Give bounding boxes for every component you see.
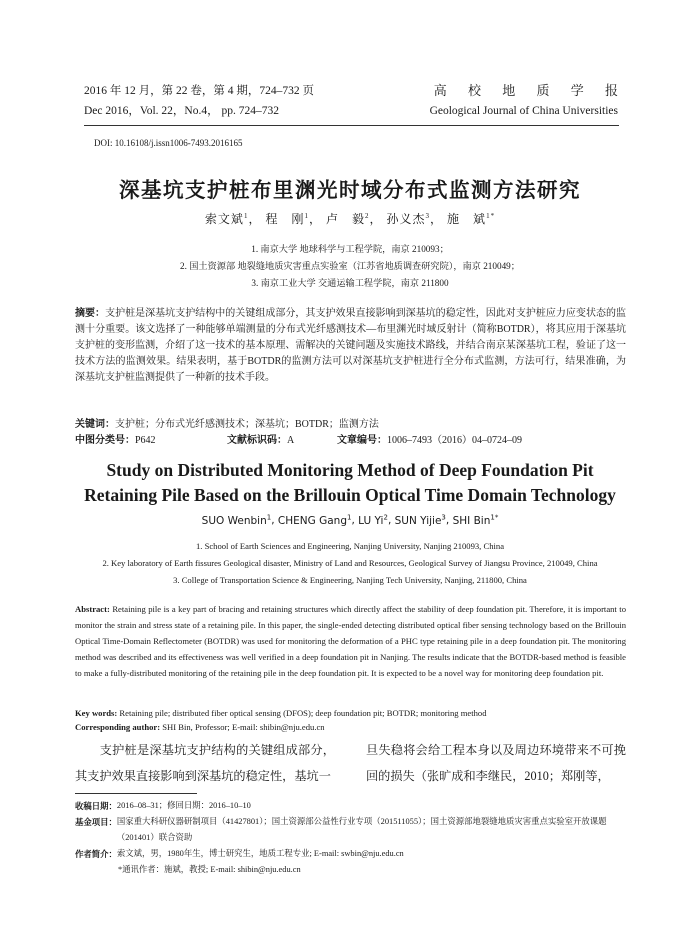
abstract-cn xyxy=(75,306,626,386)
body-column-right: 旦失稳将会给工程本身以及周边环境带来不可挽回的损失（张旷成和李继民，2010；郑刚等， xyxy=(366,743,626,783)
author-list-cn: 索文斌$^1$， 程 刚$^1$， 卢 毅$^2$， 孙义杰$^3$， 施 斌$^{1*}$ xyxy=(204,212,496,226)
abstract-en-label: Abstract: xyxy=(75,604,110,614)
affiliation-en: 1. School of Earth Sciences and Engineering, Nanjing University, Nanjing 210093, China xyxy=(195,541,505,551)
clc-number: 中图分类号：P642 xyxy=(75,435,156,446)
abstract-en-text: Retaining pile is a key part of bracing and retaining structures which directly affect the stability of deep foundation pit. Therefore, it is important to monitor the strain and stress state of a retaining pile. In this paper, the single-ended detecting distributed optical fiber sensing technology based on the Brillouin Optical Time-Domain Reflectometer (BOTDR) was used for monitoring the deformation of a PHC type retaining pile in a deep foundation pit. The monitoring method was described and its effectiveness was well verified in a deep foundation pit in Nanjing. The results indicate that the BOTDR-based method is feasible to make a fully-distributed monitoring of the retaining pile in the deep foundation pit. It is expected to be a novel way for monitoring deep foundation pit. xyxy=(75,604,626,678)
footnote-rule xyxy=(75,793,197,794)
affiliations-cn xyxy=(0,241,700,292)
classification-line xyxy=(75,433,626,449)
journal-name-cn: 高 校 地 质 学 报 xyxy=(433,83,627,98)
citation-en: Dec 2016，Vol. 22，No.4， pp. 724–732 xyxy=(84,105,279,117)
affiliation-cn: 3. 南京工业大学 交通运输工程学院，南京 211800 xyxy=(251,278,449,288)
affiliation-cn: 1. 南京大学 地球科学与工程学院，南京 210093； xyxy=(251,244,449,254)
citation-cn: 2016 年 12 月，第 22 卷，第 4 期，724–732 页 xyxy=(84,85,314,97)
keywords-en-text: Retaining pile; distributed fiber optical sensing (DFOS); deep foundation pit; BOTDR; monitoring method xyxy=(119,708,487,718)
affiliation-cn: 2. 国土资源部 地裂缝地质灾害重点实验室（江苏省地质调查研究院），南京 210049； xyxy=(180,261,520,271)
funding-info: 基金项目： 国家重大科研仪器研制项目（41427801）；国土资源部公益性行业专项（201511055）；国土资源部地裂缝地质灾害重点实验室开放课题（201401）联合资助 xyxy=(75,817,607,842)
article-number: 文章编号：1006–7493（2016）04–0724–09 xyxy=(337,435,522,446)
author-cn: 卢 毅$^2$ xyxy=(325,212,370,226)
corresponding-label: Corresponding author: xyxy=(75,722,161,732)
paper-title-cn: 深基坑支护桩布里渊光时域分布式监测方法研究 xyxy=(119,178,581,202)
keywords-cn-text: 支护桩；分布式光纤感测技术；深基坑；BOTDR；监测方法 xyxy=(115,419,379,430)
author-en: LU Yi$^2$ xyxy=(358,513,388,527)
paper-title-en-line1: Study on Distributed Monitoring Method of Deep Foundation Pit xyxy=(106,460,594,480)
paper-title-en-line2: Retaining Pile Based on the Brillouin Optical Time Domain Technology xyxy=(84,485,616,505)
paper-title-en xyxy=(0,458,700,508)
doi: DOI: 10.16108/j.issn1006-7493.2016165 xyxy=(94,138,243,148)
author-cn: 索文斌$^1$ xyxy=(204,212,249,226)
body-column-left: 支护桩是深基坑支护结构的关键组成部分，其支护效果直接影响到深基坑的稳定性，基坑一 xyxy=(75,743,335,783)
author-en: SHI Bin$^{1*}$ xyxy=(452,513,499,527)
doc-code: 文献标识码：A xyxy=(227,435,295,446)
author-en: CHENG Gang$^1$ xyxy=(277,513,352,527)
corresponding-author xyxy=(75,719,626,735)
affiliation-en: 2. Key laboratory of Earth fissures Geological disaster, Ministry of Land and Resources, Geological Survey of Jiangsu Province, 210049, China xyxy=(102,558,598,568)
author-en: SUN Yijie$^3$ xyxy=(394,513,446,527)
corresponding-footnote: *通讯作者：施斌，教授; E-mail: shibin@nju.edu.cn xyxy=(118,865,301,874)
author-list-en: SUO Wenbin$^1$, CHENG Gang$^1$, LU Yi$^2$, SUN Yijie$^3$, SHI Bin$^{1*}$ xyxy=(201,513,499,527)
author-cn: 孙义杰$^3$ xyxy=(386,212,431,226)
journal-citation xyxy=(84,81,314,121)
header-rule xyxy=(84,125,619,126)
footnotes xyxy=(75,798,626,878)
journal-name-en: Geological Journal of China Universities xyxy=(429,105,618,117)
author-en: SUO Wenbin$^1$ xyxy=(201,513,272,527)
keywords-en-label: Key words: xyxy=(75,708,118,718)
keywords-cn xyxy=(75,417,626,433)
keywords-cn-label: 关键词： xyxy=(75,419,115,430)
author-cn: 施 斌$^{1*}$ xyxy=(447,212,496,226)
affiliation-en: 3. College of Transportation Science & Engineering, Nanjing Tech University, Nanjing, 211800, China xyxy=(173,575,527,585)
abstract-cn-text: 支护桩是深基坑支护结构中的关键组成部分，其支护效果直接影响到深基坑的稳定性，因此对支护桩应力应变状态的监测十分重要。该文选择了一种能够单端测量的分布式光纤感测技术—布里渊光时域反射计（简称BOTDR），将其应用于深基坑支护桩的变形监测，介绍了这一技术的基本原理、需解决的关键问题及实施技术路线，并结合南京某深基坑工程，验证了这一技术方法的监测效果。结果表明，基于BOTDR的监测方法可以对深基坑支护桩进行全分布式监测，方法可行，结果准确，为深基坑支护桩监测提供了一种新的技术手段。 xyxy=(75,308,627,383)
corresponding-text: SHI Bin, Professor; E-mail: shibin@nju.edu.cn xyxy=(162,722,325,732)
affiliations-en xyxy=(0,538,700,589)
received-dates: 收稿日期： 2016–08–31；修回日期：2016–10–10 xyxy=(75,801,251,811)
abstract-en xyxy=(75,601,626,681)
abstract-cn-label: 摘要： xyxy=(75,308,106,319)
author-bio: 作者简介： 索文斌，男，1980年生，博士研究生，地质工程专业; E-mail: swbin@nju.edu.cn xyxy=(75,849,404,859)
journal-name xyxy=(429,81,627,121)
author-cn: 程 刚$^1$ xyxy=(265,212,309,226)
